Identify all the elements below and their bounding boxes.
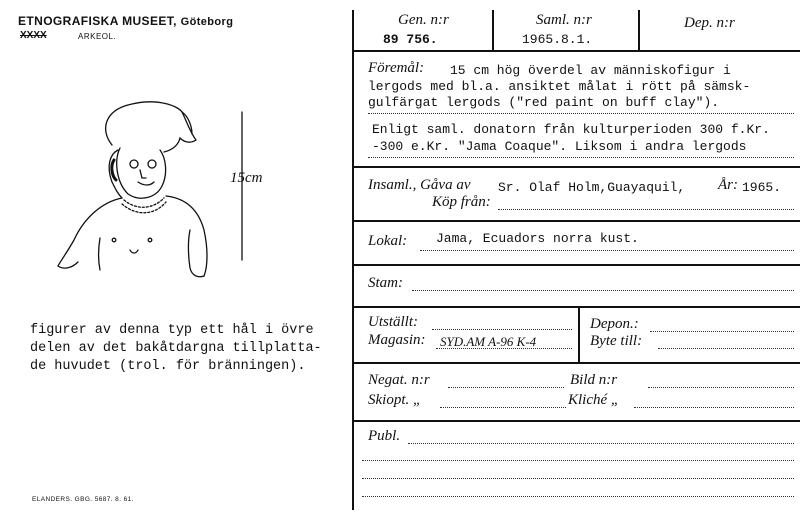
dotted-line	[362, 496, 794, 497]
foremal-line: 15 cm hög överdel av människofigur i	[450, 63, 731, 78]
depon-label: Depon.:	[590, 316, 639, 332]
byte-label: Byte till:	[590, 333, 643, 349]
form-left-border	[352, 10, 354, 510]
negat-label: Negat. n:r	[368, 372, 430, 388]
dep-nr-label: Dep. n:r	[684, 15, 735, 31]
stam-label: Stam:	[368, 275, 403, 291]
publ-label: Publ.	[368, 428, 401, 444]
dotted-line	[420, 250, 794, 251]
lokal-label: Lokal:	[368, 233, 408, 249]
figurine-sketch-icon	[40, 90, 260, 290]
dotted-line	[436, 348, 572, 349]
row-divider	[352, 50, 800, 52]
dotted-line	[368, 113, 794, 114]
foremal-line: -300 e.Kr. "Jama Coaque". Liksom i andra lergods	[372, 139, 747, 154]
museum-header	[18, 14, 233, 28]
museum-name: ETNOGRAFISKA MUSEET,	[18, 14, 177, 28]
row-divider	[352, 220, 800, 222]
dotted-line	[432, 329, 572, 330]
dotted-line	[448, 387, 564, 388]
dotted-line	[362, 460, 794, 461]
dotted-line	[650, 331, 794, 332]
dotted-line	[368, 157, 794, 158]
scale-note: 15cm	[230, 170, 263, 186]
ar-label: År:	[718, 177, 738, 193]
dotted-line	[362, 478, 794, 479]
row-divider	[352, 306, 800, 308]
foremal-label: Föremål:	[368, 60, 425, 76]
dotted-line	[648, 387, 794, 388]
col-divider	[578, 306, 580, 362]
foremal-line: lergods med bl.a. ansiktet målat i rött på sämsk-	[368, 79, 751, 94]
insaml-label: Insaml., Gåva av	[368, 177, 471, 193]
bild-label: Bild n:r	[570, 372, 618, 388]
dotted-line	[634, 407, 794, 408]
kop-label: Köp från:	[432, 194, 491, 210]
utstallt-label: Utställt:	[368, 314, 419, 330]
row-divider	[352, 264, 800, 266]
foremal-continuation	[30, 322, 322, 376]
col-divider	[492, 10, 494, 50]
saml-nr-value: 1965.8.1.	[522, 32, 593, 47]
dotted-line	[408, 443, 794, 444]
magasin-label: Magasin:	[368, 332, 426, 348]
magasin-value: SYD.AM A-96 K-4	[440, 334, 537, 349]
struck-code: XXXX	[20, 30, 47, 41]
dotted-line	[412, 290, 794, 291]
dotted-line	[658, 348, 794, 349]
gen-nr-label: Gen. n:r	[398, 12, 449, 28]
skiopt-label: Skiopt. „	[368, 392, 422, 408]
dotted-line	[498, 209, 794, 210]
ar-value: 1965.	[742, 180, 782, 195]
row-divider	[352, 166, 800, 168]
row-divider	[352, 420, 800, 422]
gen-nr-value: 89 756.	[383, 32, 438, 47]
dotted-line	[440, 407, 566, 408]
department-label: ARKEOL.	[78, 32, 117, 41]
printer-mark: ELANDERS. GBG. 5687. 8. 61.	[32, 496, 134, 503]
col-divider	[638, 10, 640, 50]
saml-nr-label: Saml. n:r	[536, 12, 592, 28]
museum-city: Göteborg	[180, 16, 234, 28]
continuation-line: delen av det bakåtdargna tillplatta-	[30, 341, 322, 356]
lokal-value: Jama, Ecuadors norra kust.	[436, 231, 639, 246]
kliche-label: Kliché „	[568, 392, 620, 408]
row-divider	[352, 362, 800, 364]
insaml-value: Sr. Olaf Holm,Guayaquil,	[498, 180, 686, 195]
continuation-line: figurer av denna typ ett hål i övre	[30, 323, 314, 338]
foremal-line: gulfärgat lergods ("red paint on buff clay").	[368, 95, 720, 110]
continuation-line: de huvudet (trol. för bränningen).	[30, 359, 306, 374]
foremal-line: Enligt saml. donatorn från kulturperioden 300 f.Kr.	[372, 122, 770, 137]
